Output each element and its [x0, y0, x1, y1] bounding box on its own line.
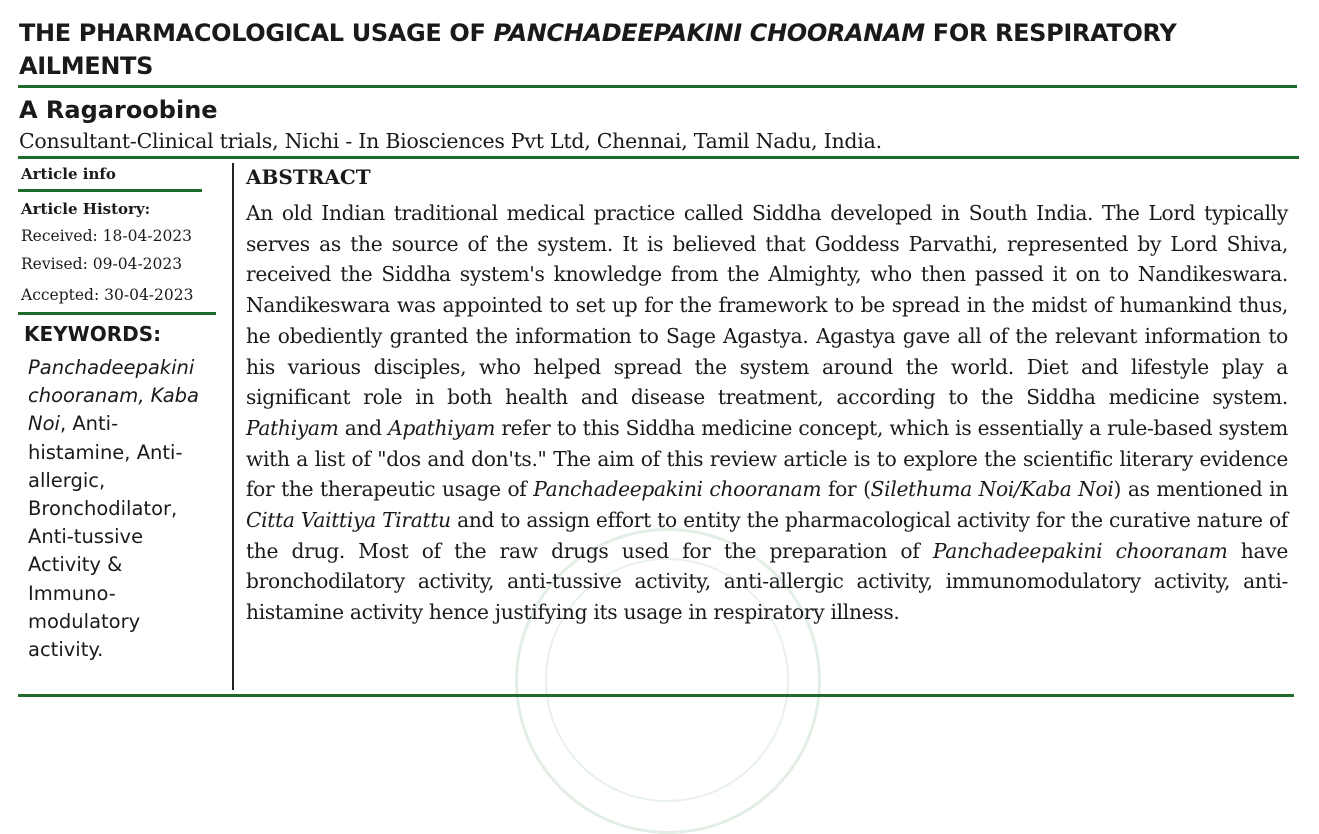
abstract-seg: and	[338, 415, 389, 440]
title-part-2: FOR RESPIRATORY AILMENTS	[19, 19, 1177, 80]
abstract-term: Panchadeepakini chooranam	[533, 477, 822, 502]
article-history-label: Article History:	[21, 200, 151, 218]
title-drug-name: PANCHADEEPAKINI CHOORANAM	[493, 19, 925, 47]
footer-rule	[18, 694, 1294, 697]
keywords-italic: Panchadeepakini chooranam, Kaba Noi	[28, 356, 199, 436]
history-rule	[18, 312, 216, 315]
abstract-heading: ABSTRACT	[246, 165, 371, 189]
author-affiliation: Consultant-Clinical trials, Nichi - In Biosciences Pvt Ltd, Chennai, Tamil Nadu, India.	[19, 129, 882, 153]
header-rule	[18, 156, 1299, 159]
article-info-rule	[18, 189, 202, 192]
keywords-rest: , Anti-histamine, Anti-allergic, Bronchodilator, Anti-tussive Activity & Immuno-modulatory activity.	[28, 412, 183, 662]
article-info-heading: Article info	[21, 165, 116, 183]
abstract-term: Silethuma Noi/Kaba Noi	[870, 477, 1114, 502]
title-part-1: THE PHARMACOLOGICAL USAGE OF	[19, 19, 494, 47]
abstract-term: Citta Vaittiya Tirattu	[246, 508, 451, 533]
revised-date: Revised: 09-04-2023	[21, 255, 183, 273]
title-rule	[18, 85, 1297, 88]
abstract-seg: An old Indian traditional medical practice called Siddha developed in South India. The Lord typically serves as the source of the system. It is believed that Goddess Parvathi, represented by Lord Shiva, received the Siddha system's knowledge from the Almighty, who then passed it on to Nandikeswara. Nandikeswara was appointed to set up for the framework to be spread in the midst of humankind thus, he obediently granted the information to Sage Agastya. Agastya gave all of the relevant information to his various disciples, who helped spread the system around the world. Diet and lifestyle play a significant role in both health and disease treatment, according to the Siddha medicine system.	[246, 201, 1288, 410]
abstract-seg: have bronchodilatory activity, anti-tussive activity, anti-allergic activity, immunomodulatory activity, anti-histamine activity hence justifying its usage in respiratory illness.	[246, 538, 1288, 625]
accepted-date: Accepted: 30-04-2023	[21, 286, 194, 304]
abstract-seg: refer to this Siddha medicine concept, which is essentially a rule-based system with a list of "dos and don'ts." The aim of this review article is to explore the scientific literary evidence for the therapeutic usage of	[246, 415, 1288, 502]
received-date: Received: 18-04-2023	[21, 227, 193, 245]
abstract-term: Panchadeepakini chooranam	[932, 538, 1228, 563]
abstract-seg: for (	[821, 477, 871, 502]
keywords-list	[28, 354, 208, 664]
abstract-term: Pathiyam	[246, 415, 339, 440]
author-name: A Ragaroobine	[19, 96, 218, 124]
keywords-heading: KEYWORDS:	[24, 322, 162, 346]
abstract-term: Apathiyam	[388, 415, 496, 440]
abstract-seg: and to assign effort to entity the pharmacological activity for the curative nature of the drug. Most of the raw drugs used for the preparation of	[246, 508, 1288, 563]
article-title	[19, 17, 1259, 83]
abstract-seg: ) as mentioned in	[1113, 477, 1288, 502]
abstract-text	[246, 198, 1288, 628]
column-divider	[232, 163, 234, 690]
